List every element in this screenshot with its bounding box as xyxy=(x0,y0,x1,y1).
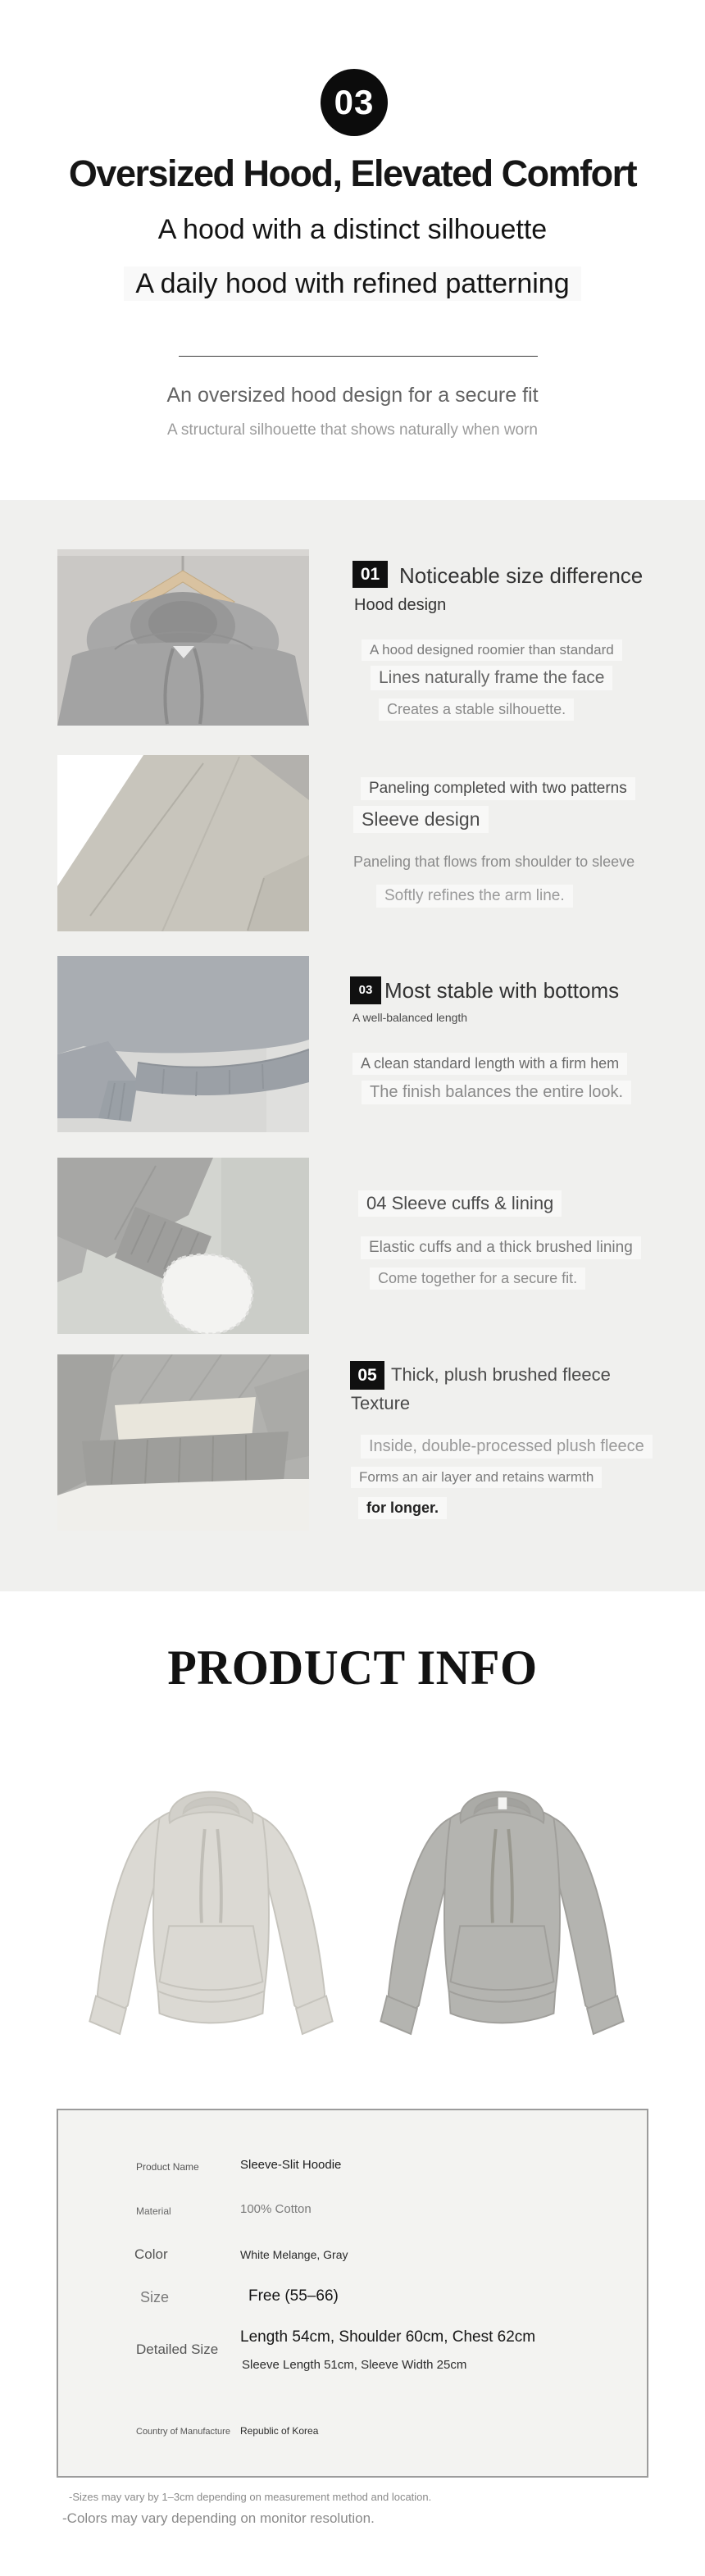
feature-photo-fleece-closeup xyxy=(57,1354,309,1531)
spec-value: Republic of Korea xyxy=(240,2425,319,2437)
feature-photo-hood-design xyxy=(57,549,309,726)
section-number-badge: 03 xyxy=(321,69,388,136)
product-info-heading: PRODUCT INFO xyxy=(167,1639,538,1695)
feature-photo-cuff-lining xyxy=(57,1158,309,1334)
page-title: Oversized Hood, Elevated Comfort xyxy=(68,152,637,194)
feature-subtitle: Sleeve design xyxy=(353,806,489,833)
spec-value: 100% Cotton xyxy=(240,2202,312,2216)
feature-title: Noticeable size difference xyxy=(399,563,644,588)
feature-line: Elastic cuffs and a thick brushed lining xyxy=(361,1236,641,1259)
feature-line: for longer. xyxy=(358,1497,447,1519)
feature-line: Lines naturally frame the face xyxy=(371,666,612,690)
feature-title: Paneling completed with two patterns xyxy=(361,777,635,800)
feature-title: Most stable with bottoms xyxy=(384,978,620,1003)
color-disclaimer: -Colors may vary depending on monitor resolution. xyxy=(62,2510,375,2526)
spec-label: Product Name xyxy=(136,2161,199,2173)
feature-line: Paneling that flows from shoulder to sleeve xyxy=(353,853,635,870)
spec-value: Sleeve-Slit Hoodie xyxy=(240,2158,342,2172)
lead-text: An oversized hood design for a secure fit xyxy=(166,384,539,407)
feature-subtitle: Hood design xyxy=(354,596,447,614)
feature-line: Inside, double-processed plush fleece xyxy=(361,1435,653,1459)
feature-line: Forms an air layer and retains warmth xyxy=(351,1467,602,1488)
size-disclaimer: -Sizes may vary by 1–3cm depending on measurement method and location. xyxy=(69,2491,432,2503)
product-photo-white-melange xyxy=(78,1756,344,2058)
feature-line: A hood designed roomier than standard xyxy=(362,639,622,661)
feature-line: Softly refines the arm line. xyxy=(376,885,573,908)
feature-line: Come together for a secure fit. xyxy=(370,1268,585,1290)
page-subtitle-1: A hood with a distinct silhouette xyxy=(157,214,548,245)
spec-value: Free (55–66) xyxy=(248,2287,339,2305)
spec-label: Color xyxy=(134,2246,168,2262)
spec-value: Length 54cm, Shoulder 60cm, Chest 62cm xyxy=(240,2328,536,2346)
lead-subtext: A structural silhouette that shows naturally when worn xyxy=(166,421,538,439)
feature-number-badge: 05 xyxy=(350,1361,384,1390)
page-subtitle-2: A daily hood with refined patterning xyxy=(0,268,705,300)
spec-label: Country of Manufacture xyxy=(136,2427,230,2437)
spec-label: Detailed Size xyxy=(136,2342,219,2357)
feature-number-badge: 03 xyxy=(350,976,381,1004)
feature-line: A clean standard length with a firm hem xyxy=(352,1053,627,1075)
feature-subtitle: Texture xyxy=(351,1393,411,1413)
divider-line xyxy=(179,356,538,357)
spec-value-2: Sleeve Length 51cm, Sleeve Width 25cm xyxy=(242,2358,467,2372)
feature-title: Thick, plush brushed fleece xyxy=(391,1364,611,1385)
feature-line: Creates a stable silhouette. xyxy=(379,699,574,721)
spec-table xyxy=(57,2109,648,2478)
feature-title: 04 Sleeve cuffs & lining xyxy=(358,1190,562,1217)
spec-label: Size xyxy=(140,2289,170,2305)
feature-photo-sleeve-paneling xyxy=(57,755,309,931)
feature-subtitle: A well-balanced length xyxy=(352,1011,468,1024)
feature-line: The finish balances the entire look. xyxy=(362,1081,631,1104)
spec-label: Material xyxy=(136,2205,171,2217)
feature-number-badge: 01 xyxy=(352,561,388,588)
feature-photo-hem-length xyxy=(57,956,309,1132)
spec-value: White Melange, Gray xyxy=(240,2248,348,2261)
product-photo-gray xyxy=(369,1756,635,2058)
